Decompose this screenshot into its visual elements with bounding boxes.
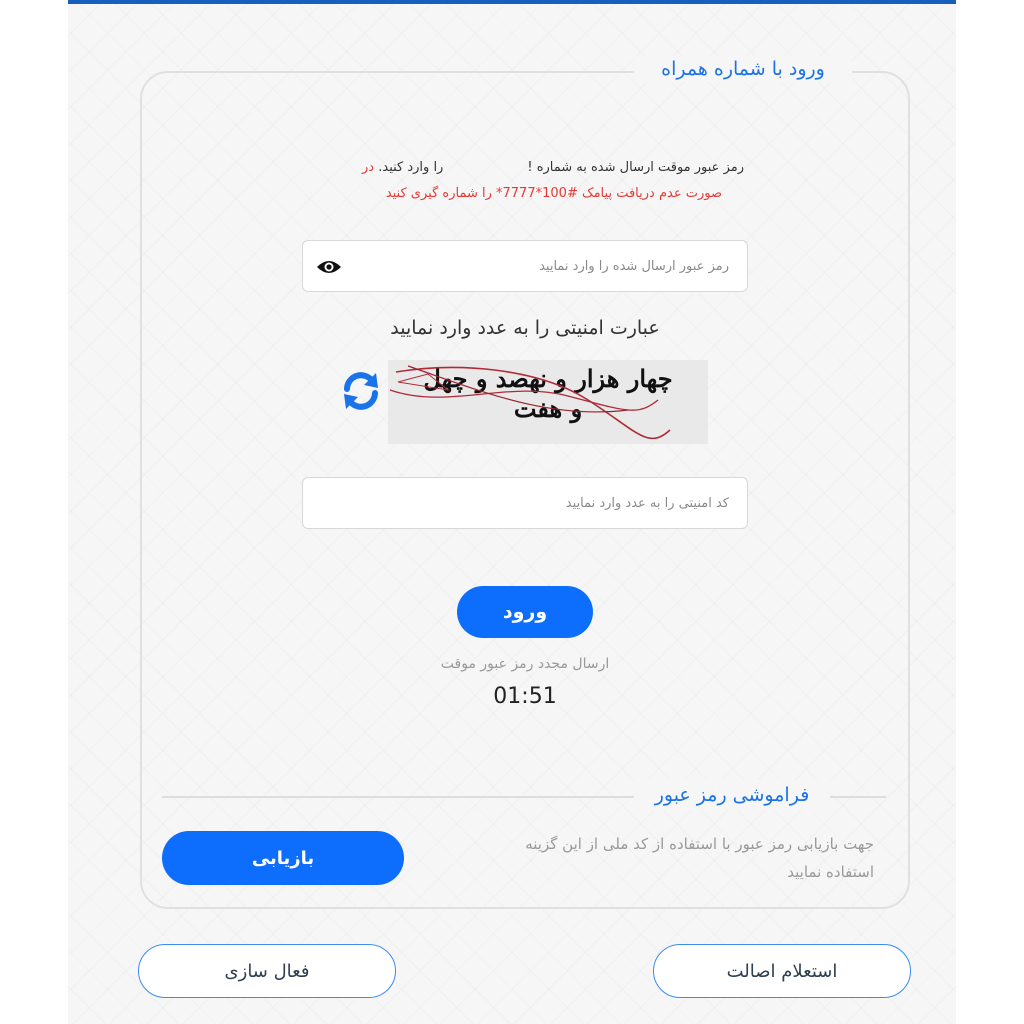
captcha-noise	[388, 360, 708, 444]
captcha-line-2: و هفت	[513, 394, 583, 423]
activation-button[interactable]: فعال سازی	[138, 944, 396, 998]
forgot-password-description: جهت بازیابی رمز عبور با استفاده از کد ملی از این گزینه استفاده نمایید	[525, 835, 874, 881]
recover-button[interactable]: بازیابی	[162, 831, 404, 885]
instruction-line-2: صورت عدم دریافت پیامک #100*7777* را شماره گیری کنید	[385, 186, 722, 201]
instruction-part-3: در	[362, 160, 375, 175]
captcha-title: عبارت امنیتی را به عدد وارد نمایید	[390, 317, 660, 339]
sms-instructions	[284, 155, 744, 207]
instruction-line-1	[284, 155, 744, 181]
authenticity-inquiry-button[interactable]: استعلام اصالت	[653, 944, 911, 998]
resend-timer: 01:51	[493, 684, 557, 709]
resend-temp-password[interactable]: ارسال مجدد رمز عبور موقت	[440, 656, 610, 672]
forgot-password-legend: فراموشی رمز عبور	[634, 780, 830, 810]
captcha-image	[388, 360, 708, 444]
instruction-part-1: رمز عبور موقت ارسال شده به شماره !	[527, 160, 744, 175]
eye-icon[interactable]	[316, 257, 342, 277]
temp-password-input[interactable]	[302, 240, 748, 292]
instruction-part-2: را وارد کنید.	[378, 160, 444, 175]
captcha-input[interactable]	[302, 477, 748, 529]
login-legend: ورود با شماره همراه	[634, 56, 852, 82]
top-accent-bar	[68, 0, 956, 4]
login-button[interactable]: ورود	[457, 586, 593, 638]
captcha-line-1: چهار هزار و نهصد و چهل	[423, 364, 673, 393]
refresh-icon[interactable]	[340, 370, 382, 412]
